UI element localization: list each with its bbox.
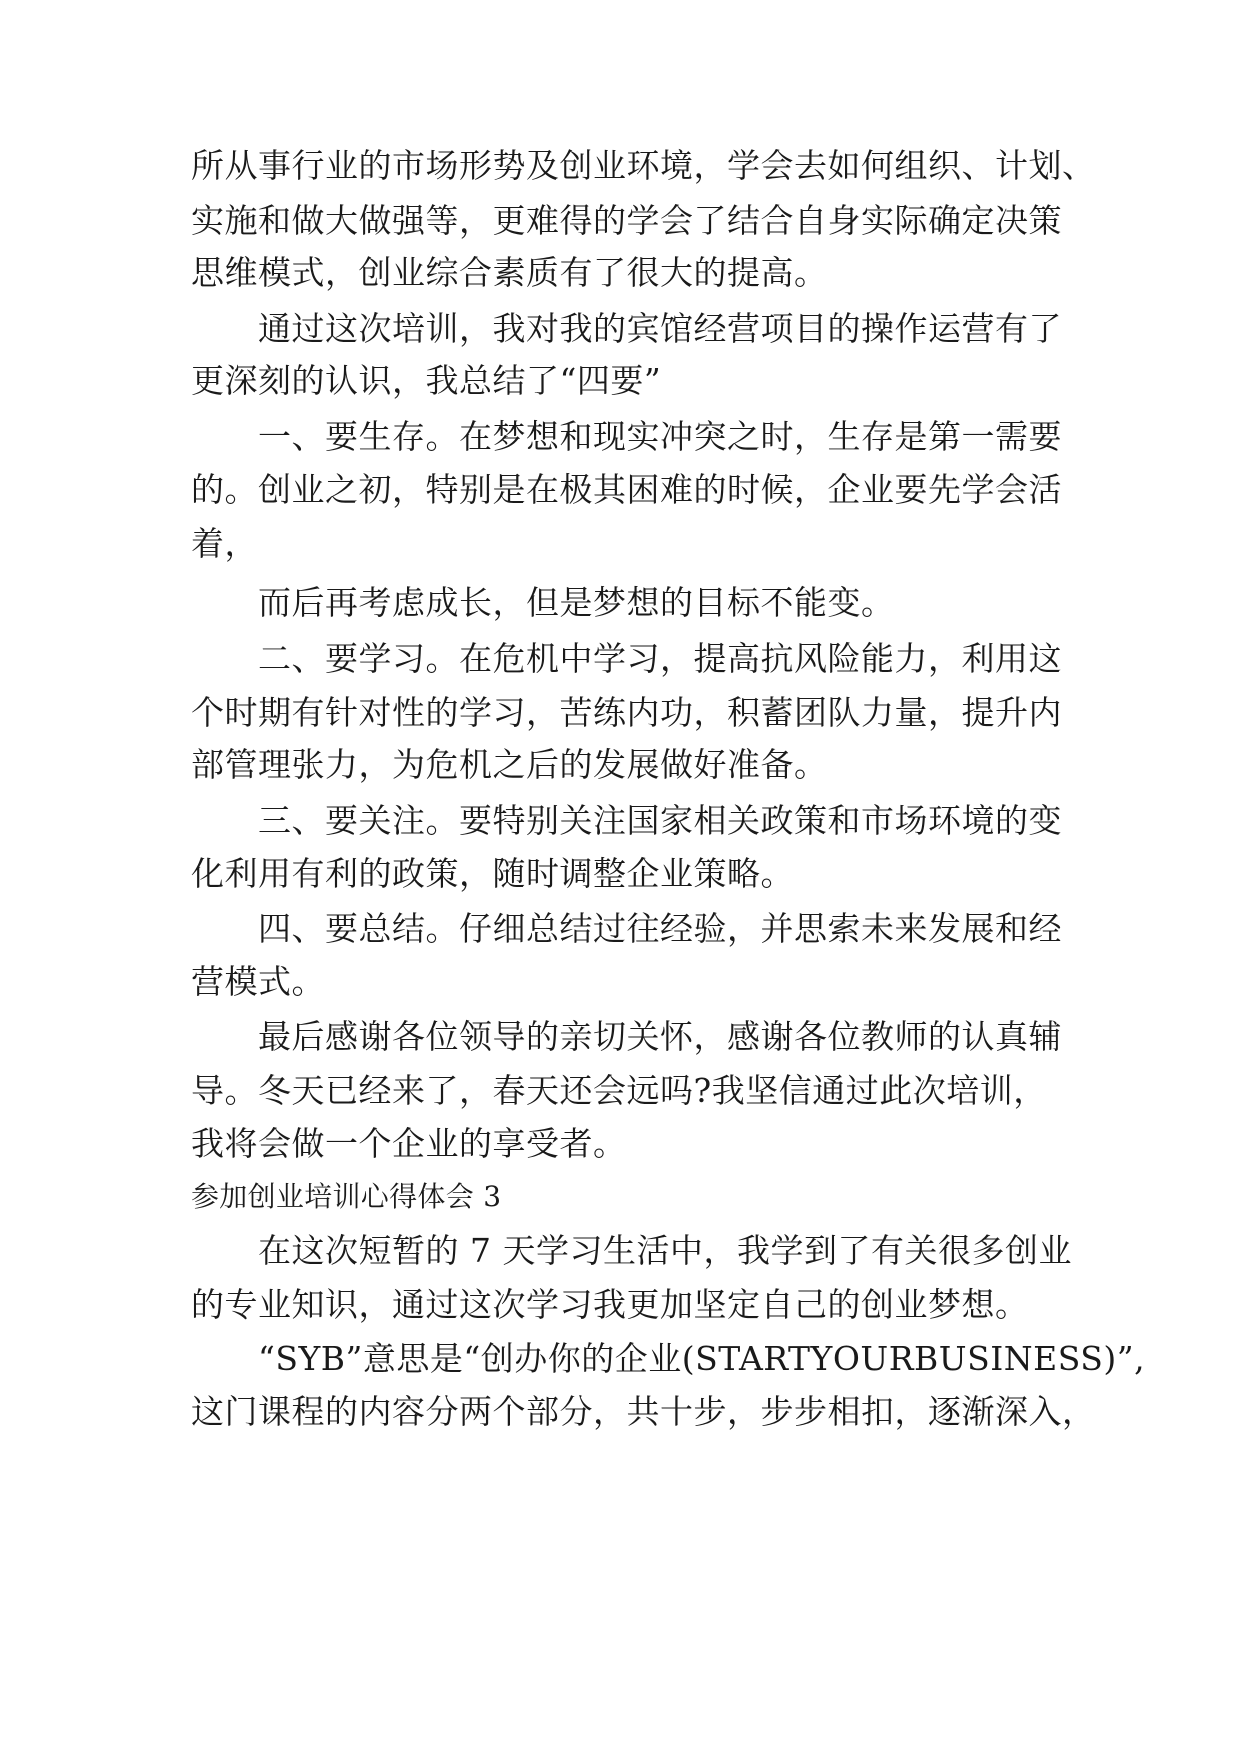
paragraph-line: 而后再考虑成长，但是梦想的目标不能变。 [258,583,895,622]
paragraph-line: 三、要关注。要特别关注国家相关政策和市场环境的变 [258,801,1062,840]
paragraph-line: 二、要学习。在危机中学习，提高抗风险能力，利用这 [258,639,1062,678]
paragraph-line: 四、要总结。仔细总结过往经验，并思索未来发展和经 [258,909,1062,948]
paragraph-line: 导。冬天已经来了，春天还会远吗?我坚信通过此次培训， [191,1071,1047,1110]
paragraph-line: 营模式。 [191,962,325,1001]
paragraph-line: 实施和做大做强等，更难得的学会了结合自身实际确定决策 [191,201,1062,240]
paragraph-line: 一、要生存。在梦想和现实冲突之时，生存是第一需要 [258,417,1062,456]
paragraph-line: 个时期有针对性的学习，苦练内功，积蓄团队力量，提升内 [191,693,1062,732]
paragraph-line: 所从事行业的市场形势及创业环境，学会去如何组织、计划、 [191,146,1096,185]
paragraph-line: 着， [191,524,258,563]
paragraph-line: “SYB”意思是“创办你的企业(STARTYOURBUSINESS)”, [258,1339,1146,1378]
paragraph-line: 这门课程的内容分两个部分，共十步，步步相扣，逐渐深入， [191,1392,1096,1431]
section-heading: 参加创业培训心得体会 3 [191,1180,502,1213]
paragraph-line: 最后感谢各位领导的亲切关怀，感谢各位教师的认真辅 [258,1017,1062,1056]
paragraph-line: 化利用有利的政策，随时调整企业策略。 [191,854,794,893]
paragraph-line: 通过这次培训，我对我的宾馆经营项目的操作运营有了 [258,309,1062,348]
paragraph-line: 在这次短暂的 7 天学习生活中，我学到了有关很多创业 [258,1231,1072,1270]
paragraph-line: 更深刻的认识，我总结了“四要” [191,361,662,400]
paragraph-line: 的专业知识，通过这次学习我更加坚定自己的创业梦想。 [191,1285,1029,1324]
paragraph-line: 思维模式，创业综合素质有了很大的提高。 [191,253,828,292]
paragraph-line: 的。创业之初，特别是在极其困难的时候，企业要先学会活 [191,470,1062,509]
paragraph-line: 部管理张力，为危机之后的发展做好准备。 [191,745,828,784]
paragraph-line: 我将会做一个企业的享受者。 [191,1124,627,1163]
